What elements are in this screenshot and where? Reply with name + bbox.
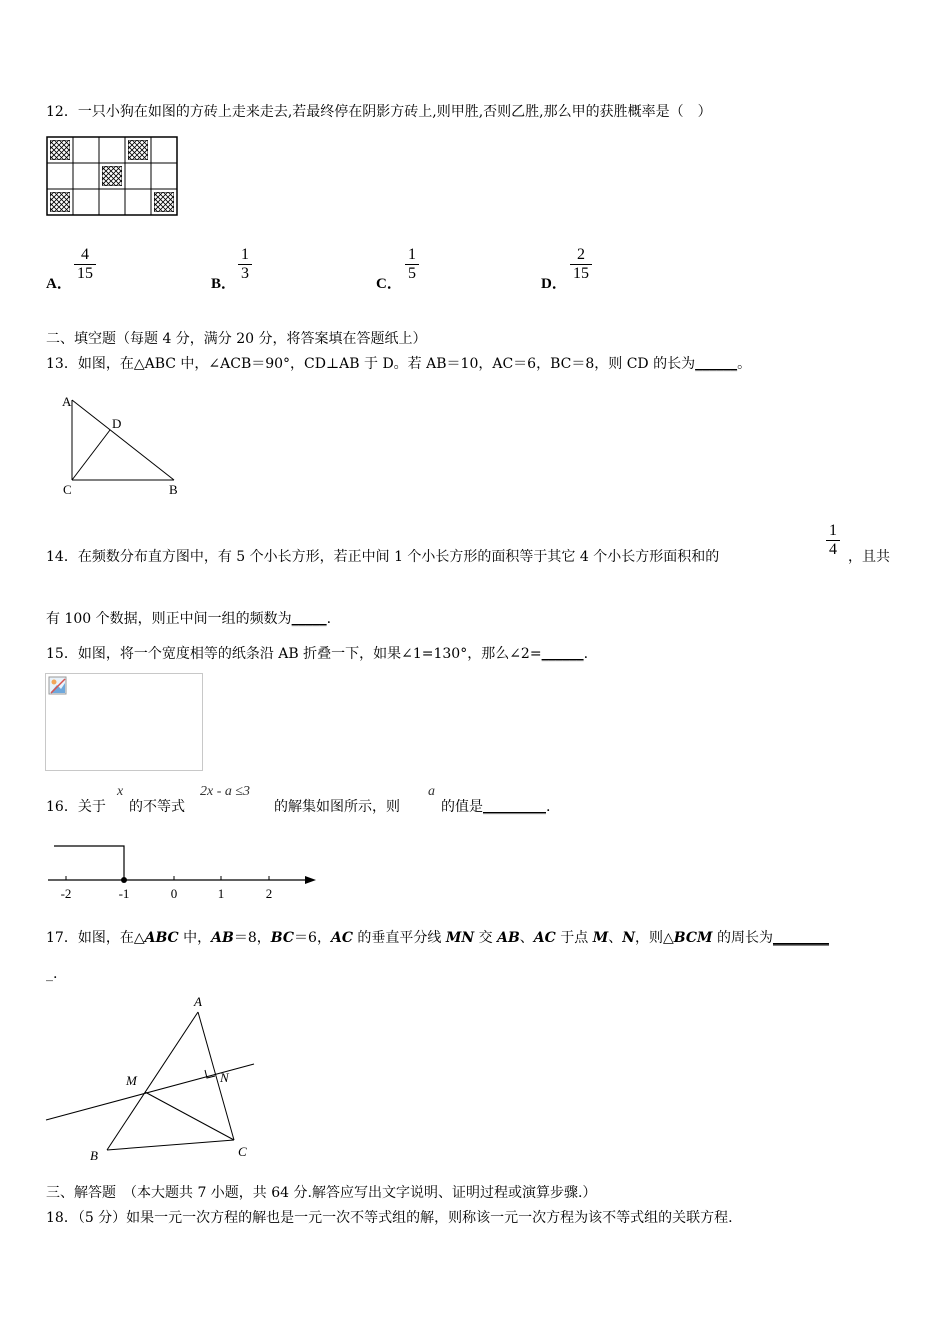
number-line [46, 838, 322, 904]
q16-part4: 的值是 [441, 799, 483, 815]
label-a: A [194, 994, 202, 1009]
q17-ac2: AC [533, 930, 556, 946]
q14-end: . [326, 611, 332, 627]
option-c-numerator: 1 [408, 246, 416, 263]
q17-t1: 17．如图，在△ [46, 930, 145, 946]
q12-text: 12．一只小狗在如图的方砖上走来走去,若最终停在阴影方砖上,则甲胜,否则乙胜,那么甲的获胜概率是（ ） [46, 104, 712, 120]
option-a-numerator: 4 [81, 246, 89, 263]
tick-label-3: 1 [217, 886, 225, 901]
q17-bcm: BCM [673, 930, 713, 946]
q17-t10: ，则△ [635, 930, 674, 946]
q14-stem2: 有 100 个数据，则正中间一组的频数为 [46, 611, 292, 627]
option-a-denominator: 15 [74, 264, 96, 283]
q17-ab2: AB [497, 930, 520, 946]
q15-text [46, 645, 588, 663]
solution-ray [54, 846, 124, 880]
broken-image-icon [48, 676, 68, 696]
q18-text: 18．（5 分）如果一元一次方程的解也是一元一次不等式组的解，则称该一元一次方程为该不等式组的关联方程. [46, 1210, 733, 1226]
q16-part1: 16．关于 [46, 799, 106, 815]
q15-stem: 15．如图，将一个宽度相等的纸条沿 AB 折叠一下，如果∠1=130°，那么∠2= [46, 646, 542, 662]
section2-title: 二、填空题（每题 4 分，满分 20 分，将答案填在答题纸上） [46, 331, 427, 347]
q14-fraction [826, 522, 840, 559]
plain-tile [125, 163, 151, 189]
q16-blank[interactable]: _________ [483, 799, 546, 815]
plain-tile [73, 189, 99, 215]
q14-line1: 14．在频数分布直方图中，有 5 个小长方形，若正中间 1 个小长方形的面积等于其它 4 个小长方形面积和的 [46, 549, 720, 565]
section3-title: 三、解答题 （本大题共 7 小题，共 64 分.解答应写出文字说明、证明过程或演算步骤.） [46, 1185, 597, 1201]
q16-part2: 的不等式 [129, 799, 185, 815]
tick-label-4: 2 [265, 886, 273, 901]
q16-part5: . [546, 799, 551, 815]
option-c-label[interactable]: C． [376, 276, 402, 292]
q14-frac-numerator: 1 [829, 522, 837, 539]
option-d-fraction[interactable] [570, 246, 592, 283]
option-b-label[interactable]: B． [211, 276, 237, 292]
q17-text [46, 929, 829, 947]
tile-grid [46, 136, 180, 216]
q14-blank[interactable]: _____ [291, 611, 327, 627]
q14-line1-end: ，且共 [848, 549, 890, 565]
segment-bc [107, 1140, 234, 1150]
q17-t6: 交 [474, 930, 498, 946]
q17-ac: AC [330, 930, 353, 946]
plain-tile [99, 189, 125, 215]
q17-t11: 的周长为 [712, 930, 773, 946]
label-d: D [112, 416, 122, 431]
number-line-arrow [305, 876, 316, 884]
option-b-denominator: 3 [238, 264, 252, 283]
q17-blank[interactable]: ________ [772, 930, 829, 946]
q17-t8: 于点 [555, 930, 593, 946]
option-d-numerator: 2 [577, 246, 585, 263]
option-a-fraction[interactable] [74, 246, 96, 283]
q17-ab: AB [211, 930, 234, 946]
q17-n: N [622, 930, 635, 946]
q14-frac-denominator: 4 [826, 540, 840, 559]
q17-t4: ＝6， [294, 930, 331, 946]
label-n: N [220, 1070, 229, 1085]
q16-part4-wrap [441, 798, 550, 816]
q17-m: M [592, 930, 609, 946]
segment-mc [145, 1092, 234, 1140]
q17-triangle-figure [44, 990, 260, 1166]
tick-label-2: 0 [170, 886, 178, 901]
label-b: B [169, 482, 178, 497]
q13-end: 。 [737, 356, 752, 372]
plain-tile [47, 163, 73, 189]
label-m: M [126, 1073, 137, 1088]
option-d-denominator: 15 [570, 264, 592, 283]
option-b-numerator: 1 [241, 246, 249, 263]
plain-tile [151, 163, 177, 189]
segment-ab [72, 400, 174, 480]
q13-stem: 13．如图，在△ABC 中，∠ACB＝90°，CD⊥AB 于 D。若 AB＝10，AC＝6，BC＝8，则 CD 的长为 [46, 356, 696, 372]
plain-tile [73, 163, 99, 189]
label-c: C [63, 482, 72, 497]
q17-line2: _. [46, 966, 58, 982]
q16-var-x: x [117, 784, 124, 799]
q15-end: . [583, 646, 589, 662]
q15-blank[interactable]: ______ [541, 646, 584, 662]
q14-line2 [46, 610, 331, 628]
q17-t2: 中， [178, 930, 212, 946]
tick-label-1: -1 [118, 886, 130, 901]
option-c-fraction[interactable] [405, 246, 419, 283]
option-a-label[interactable]: A． [46, 276, 72, 292]
segment-cd [72, 430, 110, 480]
q17-mn: MN [445, 930, 475, 946]
plain-tile [73, 137, 99, 163]
plain-tile [125, 189, 151, 215]
plain-tile [151, 137, 177, 163]
q17-abc: ABC [144, 930, 179, 946]
option-b-fraction[interactable] [238, 246, 252, 283]
q13-text [46, 355, 751, 373]
q17-t5: 的垂直平分线 [352, 930, 446, 946]
q17-bc: BC [270, 930, 295, 946]
tick-label-0: -2 [60, 886, 72, 901]
q13-triangle-figure [56, 390, 196, 502]
label-b: B [90, 1148, 98, 1163]
plain-tile [99, 137, 125, 163]
solution-endpoint [121, 877, 127, 883]
option-d-label[interactable]: D． [541, 276, 567, 292]
label-c: C [238, 1144, 247, 1159]
q17-t9: 、 [608, 930, 623, 946]
q16-part3: 的解集如图所示，则 [274, 799, 400, 815]
label-a: A [62, 394, 72, 409]
q17-t7: 、 [519, 930, 534, 946]
right-angle-mark [205, 1070, 215, 1078]
q13-blank[interactable]: ______ [695, 356, 738, 372]
option-c-denominator: 5 [405, 264, 419, 283]
broken-image-placeholder [45, 673, 203, 771]
q16-var-a: a [428, 784, 435, 799]
q17-t3: ＝8， [233, 930, 271, 946]
q16-inequality: 2x - a ≤3 [200, 784, 251, 799]
segment-ab [107, 1012, 198, 1150]
